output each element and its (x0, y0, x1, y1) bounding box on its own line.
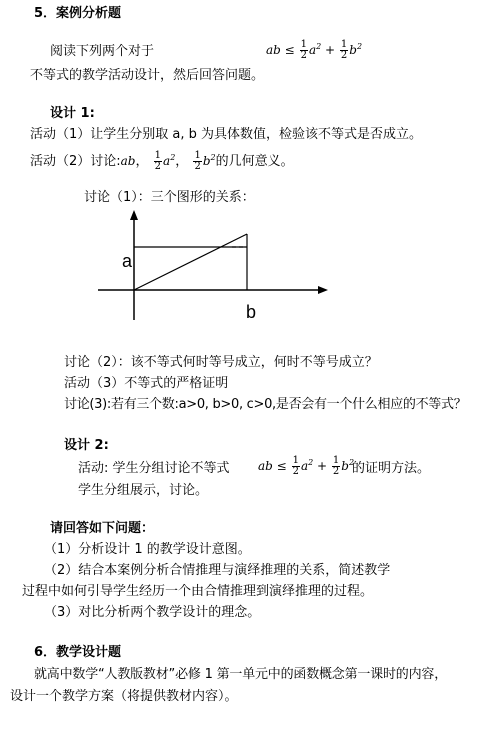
question-3: （3）对比分析两个教学设计的理念。 (44, 605, 261, 620)
question-2-line2: 过程中如何引导学生经历一个由合情推理到演绎推理的过程。 (22, 584, 374, 599)
y-axis-arrow-icon (130, 210, 138, 220)
discussion3: 讨论(3):若有三个数:a>0, b>0, c>0,是否会有一个什么相应的不等式？ (64, 397, 467, 412)
discussion2: 讨论（2）：该不等式何时等号成立，何时不等号成立？ (64, 355, 378, 370)
question-1: （1）分析设计 1 的教学设计意图。 (44, 542, 251, 557)
design2-title: 设计 2: (64, 438, 109, 453)
diagonal-line (134, 234, 247, 290)
discussion1: 讨论（1）：三个图形的关系： (84, 190, 255, 205)
intro-line1: 阅读下列两个对于 (50, 44, 155, 59)
question-2-line1: （2）结合本案例分析合情推理与演绎推理的关系，简述教学 (44, 563, 391, 578)
questions-title: 请回答如下问题： (50, 521, 155, 536)
design2-activity-line2: 学生分组展示，讨论。 (78, 483, 209, 498)
activity3: 活动（3）不等式的严格证明 (64, 376, 229, 391)
label-b: b (246, 302, 257, 322)
section6-line2: 设计一个教学方案（将提供教材内容）。 (10, 689, 238, 704)
design1-activity1: 活动（1）让学生分别取 a, b 为具体数值，检验该不等式是否成立。 (30, 127, 423, 142)
design1-title: 设计 1: (50, 106, 95, 121)
design1-activity2: 活动（2）讨论:ab， $\frac{1}{2}$ $a^2$， $\frac{1}{2}$ $b^2$的几何意义。 (30, 150, 294, 172)
label-a: a (122, 251, 133, 271)
design2-inequality: ab ≤ $\frac{1}{2}$ $a^2$ + $\frac{1}{2}$ $b^2$ (258, 455, 355, 477)
inequality-formula: ab ≤ $\frac{1}{2}$ $a^2$ + $\frac{1}{2}$ $b^2$ (266, 39, 363, 61)
section6-heading: 6．教学设计题 (34, 645, 122, 660)
section6-line1: 就高中数学“人教版教材”必修 1 第一单元中的函数概念第一课时的内容， (34, 667, 448, 682)
design2-activity: 活动: 学生分组讨论不等式 (78, 461, 230, 476)
x-axis-arrow-icon (318, 286, 328, 294)
section5-heading: 5．案例分析题 (34, 6, 122, 21)
intro-line2: 不等式的教学活动设计，然后回答问题。 (30, 68, 265, 83)
design2-activity-suffix: 的证明方法。 (352, 461, 431, 476)
